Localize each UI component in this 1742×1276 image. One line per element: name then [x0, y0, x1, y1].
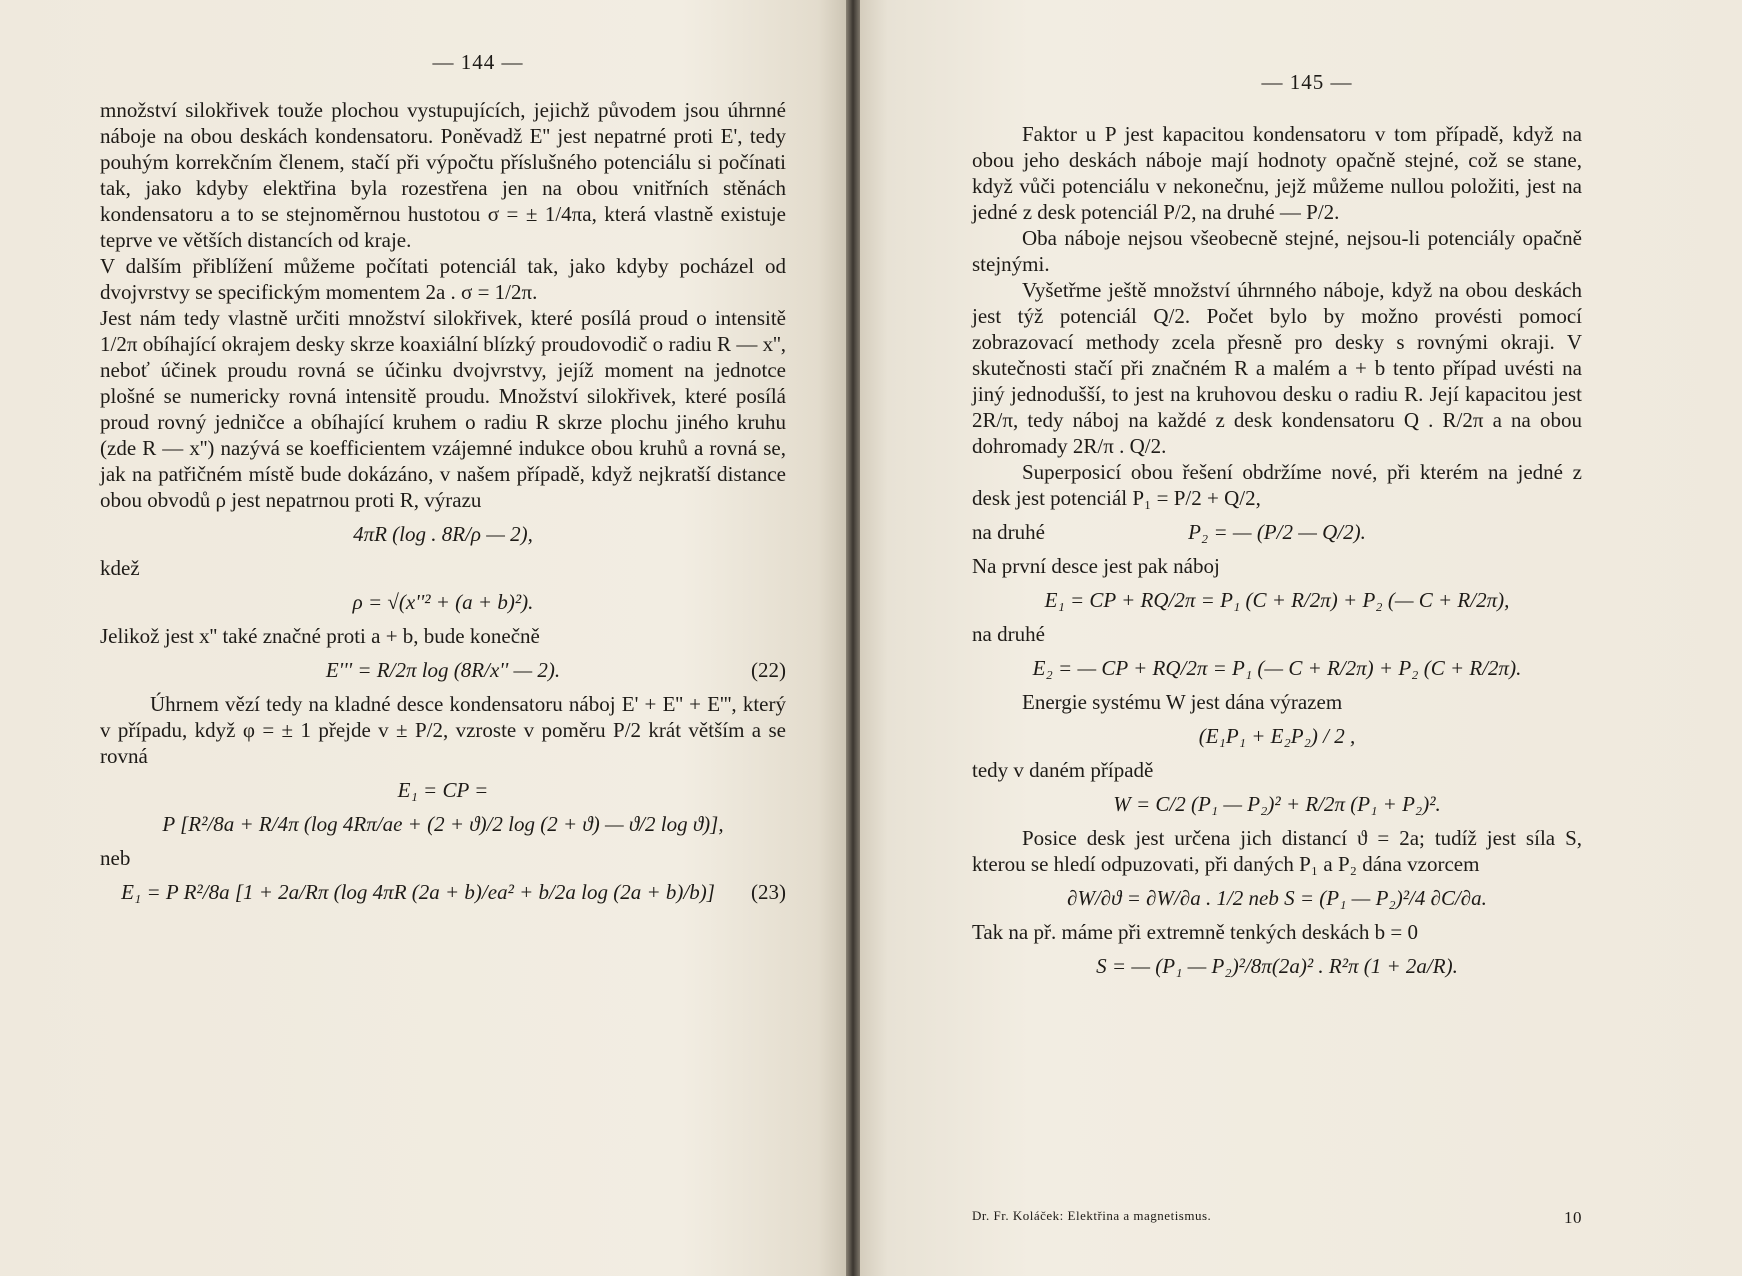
equation: 4πR (log . 8R/ρ — 2),	[353, 522, 533, 546]
equation: W = C/2 (P₁ — P₂)² + R/2π (P₁ + P₂)².	[1113, 792, 1441, 816]
equation: E₂ = — CP + RQ/2π = P₁ (— C + R/2π) + P₂ (C + R/2π).	[1032, 656, 1522, 680]
label-kdez: kdež	[100, 556, 140, 580]
paragraph: Posice desk jest určena jich distancí ϑ = 2a; tudíž jest síla S, kterou se hledí odpuzovati, při daných P₁ a P₂ dána vzorcem	[972, 826, 1582, 876]
equation: E₁ = CP + RQ/2π = P₁ (C + R/2π) + P₂ (— C + R/2π),	[1044, 588, 1510, 612]
footer-credit: Dr. Fr. Koláček: Elektřina a magnetismus.	[972, 1208, 1212, 1223]
paragraph: Jest nám tedy vlastně určiti množství silokřivek, které posílá proud o intensitě 1/2π obíhající okrajem desky skrze koaxiální blízký proudovodič o radiu R — x'', neboť účinek proudu rovná se účinku dvojvrstvy, jejíž moment na jednotce plošné se numericky rovná intensitě proudu. Množství silokřivek, které posílá proud rovný jedničce a obíhající kruhem o radiu R skrze plochu jiného kruhu (zde R — x'') nazývá se koefficientem vzájemné indukce obou kruhů a rovná se, jak na patřičném místě bude dokázáno, v našem případě, když nejkratší distance obou obvodů ρ jest nepatrnou proti R, výrazu	[100, 306, 786, 512]
equation: S = — (P₁ — P₂)²/8π(2a)² . R²π (1 + 2a/R).	[1096, 954, 1458, 978]
label-na-druhe: na druhé	[972, 622, 1045, 646]
equation-23: E₁ = P R²/8a [1 + 2a/Rπ (log 4πR (2a + b)/ea² + b/2a log (2a + b)/b)] (23)	[121, 880, 786, 904]
page-number: — 145 —	[1261, 70, 1353, 94]
paragraph: Jelikož jest x'' také značné proti a + b, bude konečně	[100, 624, 540, 648]
paragraph: množství silokřivek touže plochou vystupujících, jejichž původem jsou úhrnné náboje na obou deskách kondensatoru. Poněvadž E'' jest nepatrné proti E', tedy pouhým korrekčním členem, stačí při výpočtu příslušného potenciálu si počínati tak, jako kdyby elektřina byla rozestřena jen na obou vnitřních stěnách kondensatoru a to se stejnoměrnou hustotou σ = ± 1/4πa, která vlastně existuje teprve ve větších distancích od kraje.	[100, 98, 786, 252]
equation: (E₁P₁ + E₂P₂) / 2 ,	[1198, 724, 1356, 748]
equation-22: E''' = R/2π log (8R/x'' — 2). (22)	[325, 658, 786, 682]
equation: na druhé P₂ = — (P/2 — Q/2).	[972, 520, 1366, 544]
paragraph: Úhrnem vězí tedy na kladné desce kondensatoru náboj E' + E'' + E''', který v případu, když φ = ± 1 přejde v ± P/2, vzroste v poměru P/2 krát větším a se rovná	[100, 692, 786, 768]
label-neb: neb	[100, 846, 131, 870]
paragraph: Tak na př. máme při extremně tenkých deskách b = 0	[972, 920, 1418, 944]
paragraph: Faktor u P jest kapacitou kondensatoru v tom případě, když na obou jeho deskách náboje mají hodnoty opačně stejné, což se stane, když vůči potenciálu v nekonečnu, jejž můžeme nullou položiti, jest na jedné z desk potenciál P/2, na druhé — P/2.	[972, 122, 1582, 224]
left-page	[0, 0, 852, 1276]
paragraph: tedy v daném případě	[972, 758, 1154, 782]
equation: ∂W/∂ϑ = ∂W/∂a . 1/2 neb S = (P₁ — P₂)²/4 ∂C/∂a.	[1067, 886, 1487, 910]
equation: E₁ = CP =	[397, 778, 489, 802]
equation: ρ = √(x''² + (a + b)²).	[352, 590, 534, 614]
book-gutter	[846, 0, 860, 1276]
footer	[972, 1208, 1582, 1228]
paragraph: Oba náboje nejsou všeobecně stejné, nejsou-li potenciály opačně stejnými.	[972, 226, 1582, 276]
paragraph: Na první desce jest pak náboj	[972, 554, 1220, 578]
paragraph: V dalším přiblížení můžeme počítati potenciál tak, jako kdyby pocházel od dvojvrstvy se specifickým momentem 2a . σ = 1/2π.	[100, 254, 786, 304]
signature-mark: 10	[1564, 1208, 1582, 1227]
paragraph: Vyšetřme ještě množství úhrnného náboje, když na obou deskách jest týž potenciál Q/2. Počet bylo by možno provésti pomocí zobrazovací methody zcela přesně pro desky s rovnými okraji. V skutečnosti stačí při značném R a malém a + b tento případ uvésti na jiný jednodušší, to jest na kruhovou desku o radiu R. Její kapacitou jest 2R/π, tedy náboj na každé z desk kondensatoru Q . R/2π a na obou dohromady 2R/π . Q/2.	[972, 278, 1582, 458]
equation: P [R²/8a + R/4π (log 4Rπ/ae + (2 + ϑ)/2 log (2 + ϑ) — ϑ/2 log ϑ)],	[162, 812, 724, 836]
paragraph: Energie systému W jest dána výrazem	[1022, 690, 1343, 714]
paragraph: Superposicí obou řešení obdržíme nové, při kterém na jedné z desk jest potenciál P₁ = P/2 + Q/2,	[972, 460, 1582, 510]
page-number: — 144 —	[432, 50, 524, 74]
equation-number: (22)	[751, 658, 786, 682]
equation-number: (23)	[751, 880, 786, 904]
label-na-druhe: na druhé	[972, 520, 1045, 544]
right-page	[852, 0, 1742, 1276]
